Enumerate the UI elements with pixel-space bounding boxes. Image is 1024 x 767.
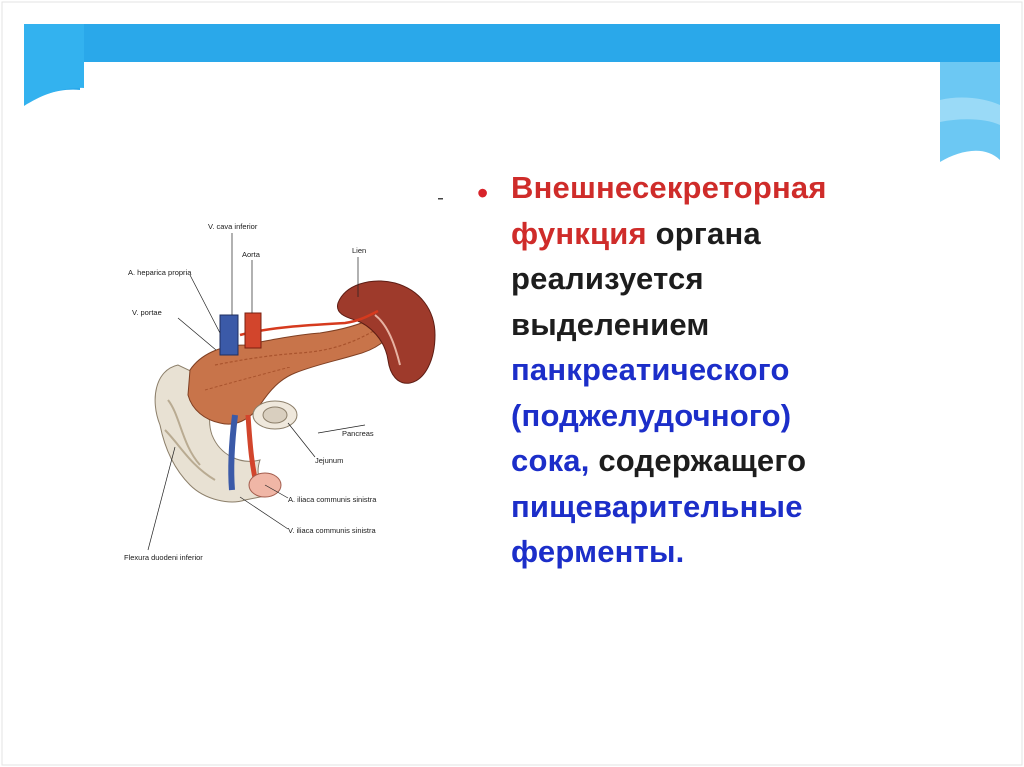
label-a-hepatica-propria: A. heparica propria xyxy=(128,268,192,277)
bullet-segment: Внешнесекреторная xyxy=(511,170,827,205)
bullet-segment: выделением xyxy=(511,306,710,342)
bullet-segment: функция xyxy=(511,215,647,251)
label-lien: Lien xyxy=(352,246,367,255)
bullet-line xyxy=(511,534,684,570)
bullet-segment: сока, xyxy=(511,443,590,478)
bullet-segment: (поджелудочного) xyxy=(511,397,792,433)
pancreas-illustration xyxy=(120,215,450,580)
bullet-segment: ферменты. xyxy=(511,534,685,569)
bullet-line xyxy=(511,216,761,252)
vena-cava xyxy=(220,315,238,355)
jejunum-lumen xyxy=(263,407,287,423)
bullet-line xyxy=(511,307,710,343)
bullet-marker: • xyxy=(477,175,489,211)
bullet-segment: органа xyxy=(646,215,761,251)
label-v-iliaca: V. iliaca communis sinistra xyxy=(288,526,376,535)
bullet-segment: содержащего xyxy=(589,443,807,478)
bullet-segment: реализуется xyxy=(511,261,704,296)
label-v-cava-inferior: V. cava inferior xyxy=(208,222,258,231)
label-aorta: Aorta xyxy=(242,250,260,259)
bullet-line xyxy=(511,398,791,434)
bullet-line xyxy=(511,352,790,388)
bullet-line xyxy=(511,261,704,297)
bullet-segment: панкреатического xyxy=(511,352,790,387)
label-flexura: Flexura duodeni inferior xyxy=(124,553,203,562)
label-pancreas: Pancreas xyxy=(342,429,374,438)
label-v-portae: V. portae xyxy=(132,308,162,317)
label-a-iliaca: A. iliaca communis sinistra xyxy=(288,495,377,504)
bullet-line xyxy=(511,170,827,206)
bullet-segment: пищеварительные xyxy=(511,488,803,524)
bullet-line xyxy=(511,443,806,479)
aorta-vessel xyxy=(245,313,261,348)
bullet-line xyxy=(511,489,803,525)
label-jejunum: Jejunum xyxy=(315,456,344,465)
dash-mark xyxy=(438,198,443,200)
